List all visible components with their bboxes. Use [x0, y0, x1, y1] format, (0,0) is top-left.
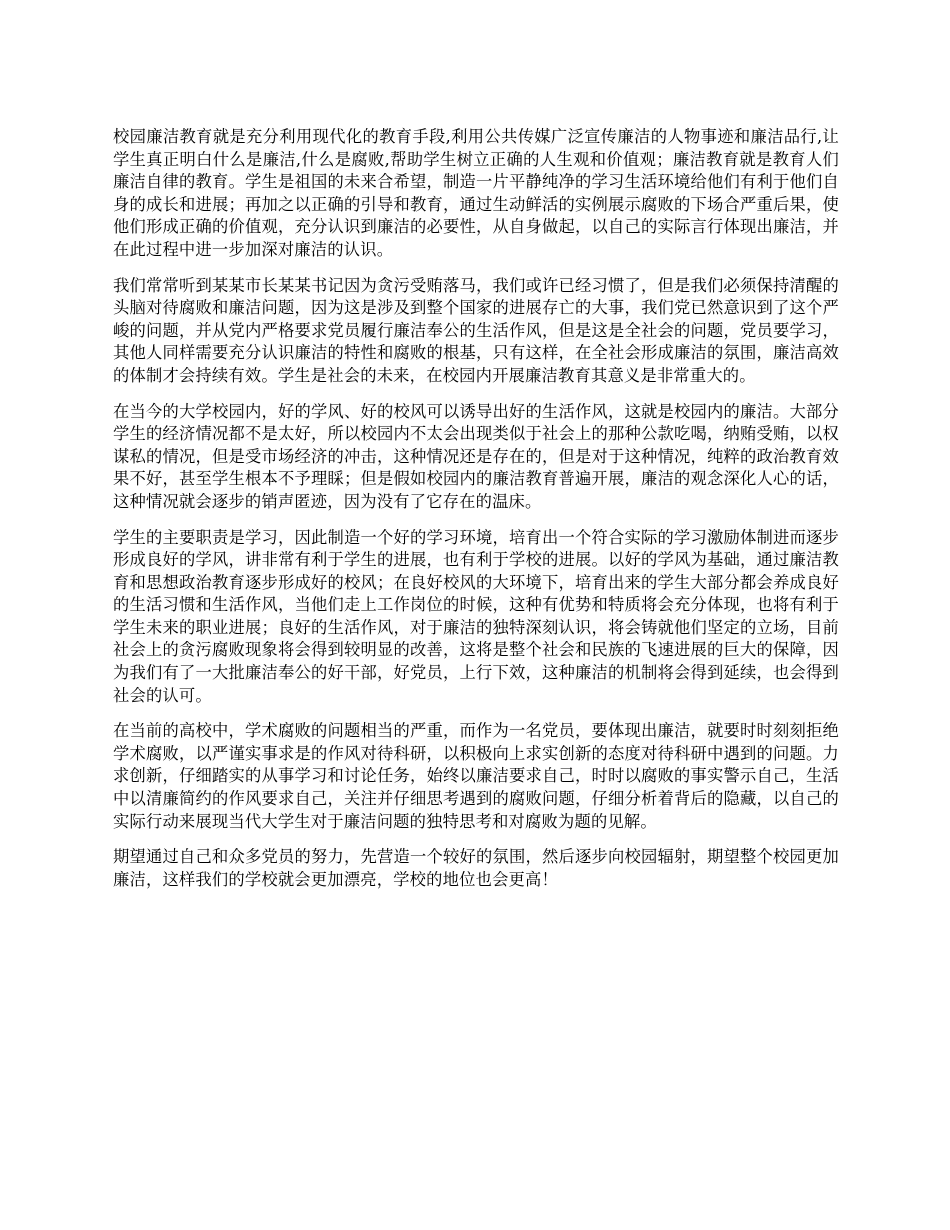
paragraph-5: 在当前的高校中，学术腐败的问题相当的严重，而作为一名党员，要体现出廉洁，就要时时刻刻拒绝学术腐败，以严谨实事求是的作风对待科研，以积极向上求实创新的态度对待科研中遇到的问题。力求创新，仔细踏实的从事学习和讨论任务，始终以廉洁要求自己，时时以腐败的事实警示自己，生活中以清廉简约的作风要求自己，关注并仔细思考遇到的腐败问题，仔细分析着背后的隐藏，以自己的实际行动来展现当代大学生对于廉洁问题的独特思考和对腐败为题的见解。: [113, 721, 839, 831]
paragraph-1: 校园廉洁教育就是充分利用现代化的教育手段,利用公共传媒广泛宣传廉洁的人物事迹和廉洁品行,让学生真正明白什么是廉洁,什么是腐败,帮助学生树立正确的人生观和价值观；廉洁教育就是教育人们廉洁自律的教育。学生是祖国的未来合希望，制造一片平静纯净的学习生活环境给他们有利于他们自身的成长和进展；再加之以正确的引导和教育，通过生动鲜活的实例展示腐败的下场合严重后果，使他们形成正确的价值观，充分认识到廉洁的必要性，从自身做起，以自己的实际言行体现出廉洁，并在此过程中进一步加深对廉洁的认识。: [113, 127, 839, 259]
paragraph-2: 我们常常听到某某市长某某书记因为贪污受贿落马，我们或许已经习惯了，但是我们必须保持清醒的头脑对待腐败和廉洁问题，因为这是涉及到整个国家的进展存亡的大事，我们党已然意识到了这个严峻的问题，并从党内严格要求党员履行廉洁奉公的生活作风，但是这是全社会的问题，党员要学习，其他人同样需要充分认识廉洁的特性和腐败的根基，只有这样，在全社会形成廉洁的氛围，廉洁高效的体制才会持续有效。学生是社会的未来，在校园内开展廉洁教育其意义是非常重大的。: [113, 275, 839, 385]
paragraph-6: 期望通过自己和众多党员的努力，先营造一个较好的氛围，然后逐步向校园辐射，期望整个校园更加廉洁，这样我们的学校就会更加漂亮，学校的地位也会更高！: [113, 847, 839, 889]
paragraph-3: 在当今的大学校园内，好的学风、好的校风可以诱导出好的生活作风，这就是校园内的廉洁。大部分学生的经济情况都不是太好，所以校园内不太会出现类似于社会上的那种公款吃喝，纳贿受贿，以权谋私的情况，但是受市场经济的冲击，这种情况还是存在的，但是对于这种情况，纯粹的政治教育效果不好，甚至学生根本不予理睬；但是假如校园内的廉洁教育普遍开展，廉洁的观念深化人心的话，这种情况就会逐步的销声匿迹，因为没有了它存在的温床。: [113, 401, 839, 511]
paragraph-4: 学生的主要职责是学习，因此制造一个好的学习环境，培育出一个符合实际的学习激励体制进而逐步形成良好的学风，讲非常有利于学生的进展，也有利于学校的进展。以好的学风为基础，通过廉洁教育和思想政治教育逐步形成好的校风；在良好校风的大环境下，培育出来的学生大部分都会养成良好的生活习惯和生活作风，当他们走上工作岗位的时候，这种有优势和特质将会充分体现，也将有利于学生未来的职业进展；良好的生活作风，对于廉洁的独特深刻认识，将会铸就他们坚定的立场，目前社会上的贪污腐败现象将会得到较明显的改善，这将是整个社会和民族的飞速进展的巨大的保障，因为我们有了一大批廉洁奉公的好干部，好党员，上行下效，这种廉洁的机制将会得到延续，也会得到社会的认可。: [113, 527, 839, 705]
document-body: [113, 126, 839, 904]
